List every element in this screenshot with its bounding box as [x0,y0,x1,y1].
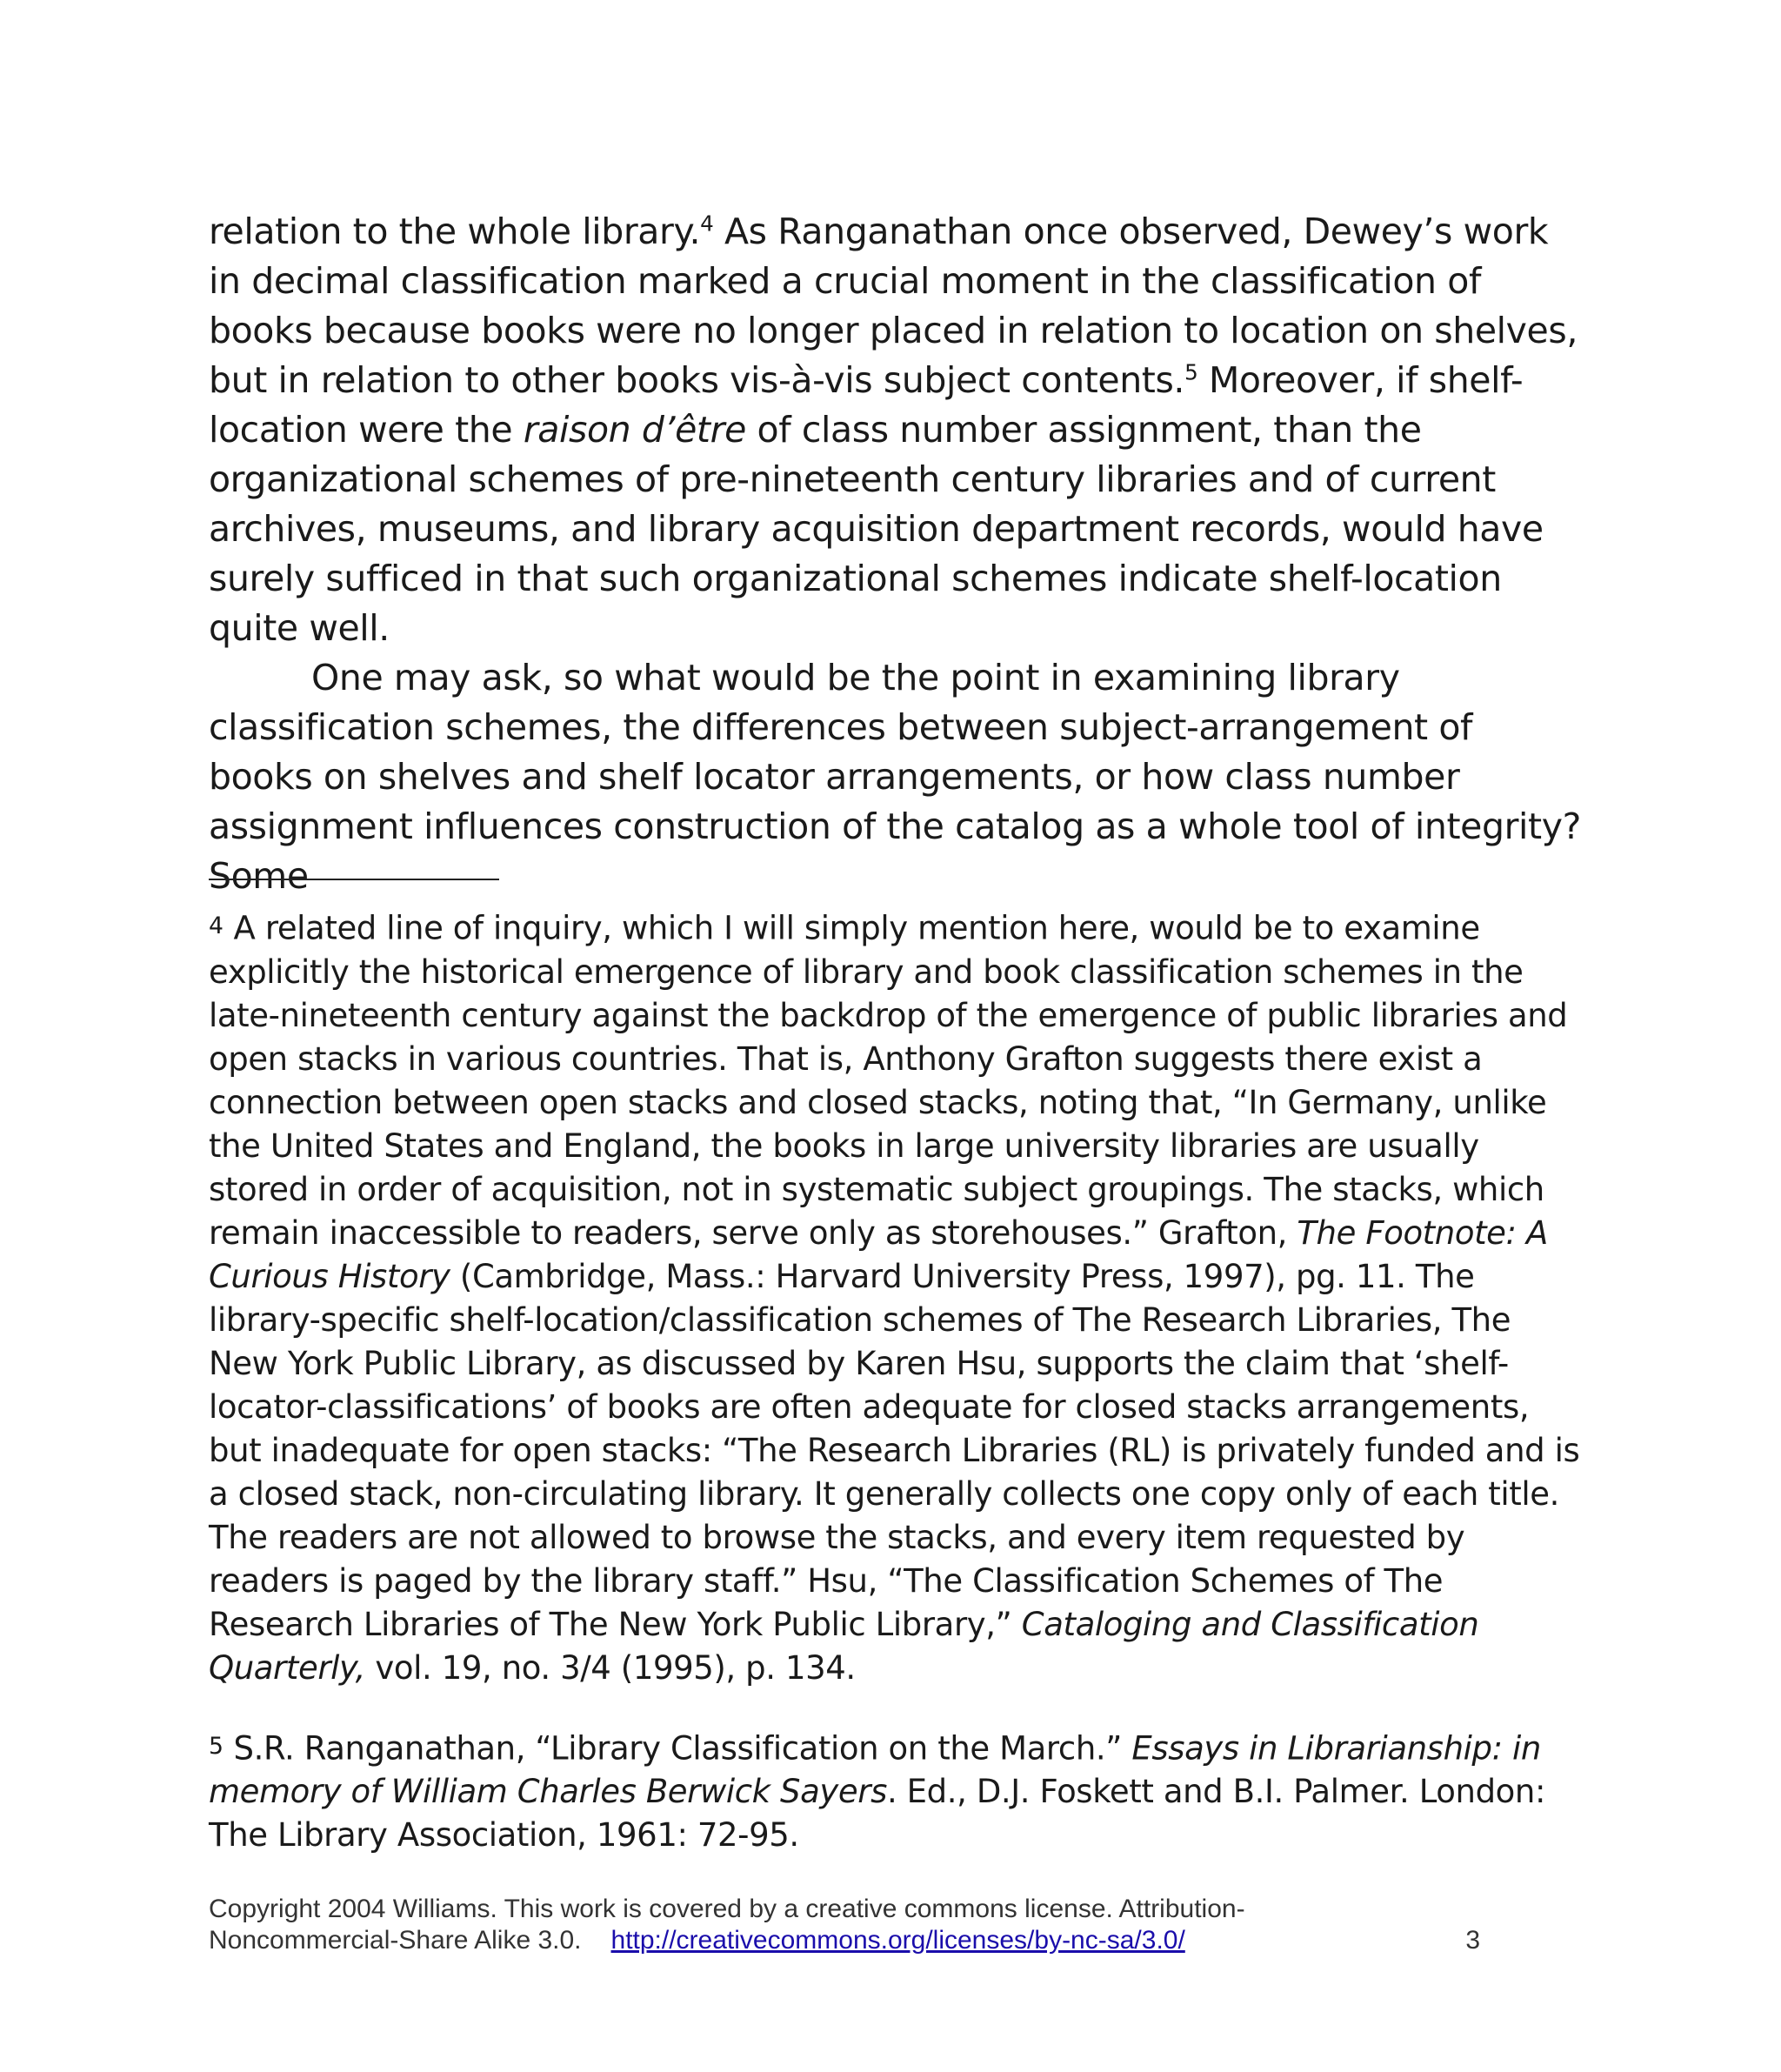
footnote-4-mark: 4 [209,912,223,939]
footnote-4-journal-italic: Cataloging and Classification Quarterly, [209,1605,1479,1687]
license-line [209,1925,1565,1956]
paragraph-1-text-d: of class number assignment, than the organizational schemes of pre-nineteenth century libraries and of current archives, museums, and library acquisition department records, would have surely sufficed in that such organizational schemes indicate shelf-location quite well. [209,409,1544,649]
copyright-line: Copyright 2004 Williams. This work is covered by a creative commons license. Attribution- [209,1895,1245,1923]
footnote-5-text-b: . Ed., D.J. Foskett and B.I. Palmer. London: The Library Association, 1961: 72-95. [209,1773,1546,1855]
page-number: 3 [1465,1926,1480,1955]
raison-detre-italic: raison d’être [523,409,746,451]
footnote-separator [209,879,499,880]
footnote-ref-4[interactable]: 4 [700,211,714,237]
license-link[interactable]: http://creativecommons.org/licenses/by-nc-sa/3.0/ [610,1926,1185,1955]
footnote-4-text-c: vol. 19, no. 3/4 (1995), p. 134. [365,1648,856,1687]
page-footer [209,1894,1565,1956]
footnote-5-text-a: S.R. Ranganathan, “Library Classification on the March.” [233,1729,1132,1768]
paragraph-1-text-c: Moreover, if shelf-location were the [209,359,1524,451]
footnote-ref-5[interactable]: 5 [1184,359,1198,385]
license-name: Noncommercial-Share Alike 3.0. [209,1926,582,1955]
footnotes [209,905,1583,1857]
footnote-4-title-italic: The Footnote: A Curious History [209,1213,1548,1295]
footnote-4-text-a: A related line of inquiry, which I will simply mention here, would be to examine explicitly the historical emergence of library and book classification schemes in the late-nineteenth century against the backdrop of the emergence of public libraries and open stacks in various countries. That is, Anthony Grafton suggests there exist a connection between open stacks and closed stacks, noting that, “In Germany, unlike the United States and England, the books in large university libraries are usually stored in order of acquisition, not in systematic subject groupings. The stacks, which remain inaccessible to readers, serve only as storehouses.” Grafton, [209,909,1568,1252]
paragraph-2: One may ask, so what would be the point in examining library classification schemes, the differences between subject-arrangement of books on shelves and shelf locator arrangements, or how class number assignment influences construction of the catalog as a whole tool of integrity? Some [209,657,1581,897]
paragraph-1 [209,207,1583,653]
footnote-5-mark: 5 [209,1732,223,1760]
footnote-5-title-italic: Essays in Librarianship: in memory of William Charles Berwick Sayers [209,1729,1541,1811]
footnote-4-text-b: (Cambridge, Mass.: Harvard University Press, 1997), pg. 11. The library-specific shelf-location/classification schemes of The Research Libraries, The New York Public Library, as discussed by Karen Hsu, supports the claim that ‘shelf-locator-classifications’ of books are often adequate for closed stacks arrangements, but inadequate for open stacks: “The Research Libraries (RL) is privately funded and is a closed stack, non-circulating library. It generally collects one copy only of each title. The readers are not allowed to browse the stacks, and every item requested by readers is paged by the library staff.” Hsu, “The Classification Schemes of The Research Libraries of The New York Public Library,” [209,1257,1580,1643]
footnote-5 [209,1725,1583,1858]
footnote-4 [209,905,1583,1690]
main-text [209,207,1583,901]
paragraph-1-text-b: As Ranganathan once observed, Dewey’s work in decimal classification marked a crucial moment in the classification of books because books were no longer placed in relation to location on shelves, but in relation to other books vis-à-vis subject contents. [209,211,1578,401]
paragraph-1-text-a: relation to the whole library. [209,211,701,252]
